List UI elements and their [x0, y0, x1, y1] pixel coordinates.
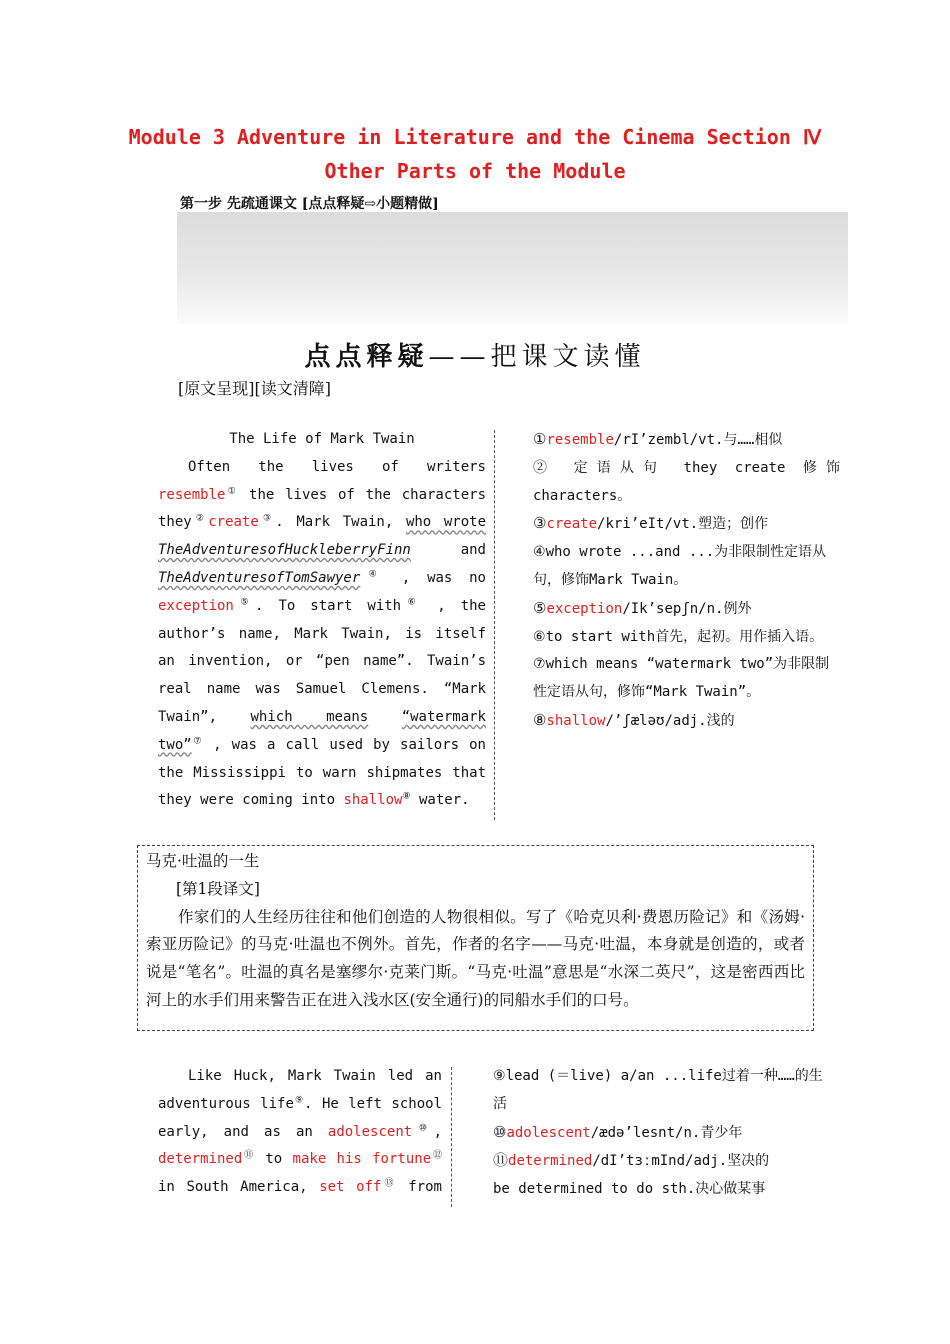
note-keyword: exception [546, 600, 623, 617]
note-mark: ① [225, 485, 239, 496]
passage-line [158, 1174, 442, 1202]
note-text: 定语从句 they create 修饰 characters。 [533, 459, 841, 504]
translation-text: 作家们的人生经历往往和他们创造的人物很相似。写了《哈克贝利·费恩历险记》和《汤姆·索亚历险记》的马克·吐温也不例外。首先，作者的名字——马克·吐温，本身就是创造的，或者说是“笔名”。吐温的真名是塞缪尔·克莱门斯。“马克·吐温”意思是“水深二英尺”，这是密西西比河上的水手们用来警告正在进入浅水区(安全通行)的同船水手们的口号。 [146, 907, 805, 1009]
passage-text: to [265, 1151, 283, 1168]
document-title [0, 120, 950, 188]
notes-2 [460, 1063, 830, 1204]
note-keyword: create [546, 516, 598, 533]
note-keyword: shallow [546, 712, 606, 729]
translation-tag: [第1段译文] [176, 879, 260, 898]
passage-1 [158, 426, 486, 815]
title-line-2: Other Parts of the Module [324, 159, 626, 183]
passage-line: Like Huck, Mark Twain led an [188, 1068, 442, 1084]
passage-text: , was a call used by sailors on [213, 736, 486, 753]
section-title [0, 336, 950, 373]
passage-line: the Mississippi to warn shipmates that [158, 764, 486, 781]
note-text: /kri’eIt/vt.塑造；创作 [597, 516, 769, 533]
passage-line [158, 565, 486, 593]
passage-text: , [433, 1123, 442, 1140]
note-keyword: adolescent [506, 1124, 591, 1141]
note-mark: ⑩ [412, 1122, 434, 1133]
note-mark: ③ [258, 513, 276, 524]
keyword-shallow: shallow [343, 792, 403, 809]
keyword-adolescent: adolescent [327, 1123, 413, 1140]
section-title-bold: 点点释疑 [304, 342, 429, 372]
passage-text: “watermark [401, 708, 486, 725]
title-line-1: Module 3 Adventure in Literature and the Cinema Section Ⅳ [128, 125, 822, 149]
passage-text: water. [418, 792, 470, 809]
passage-line: real name was Samuel Clemens. “Mark [158, 681, 486, 698]
note-mark: ② [191, 513, 209, 524]
note-mark: ⑨ [293, 1095, 305, 1106]
note-text: be determined to do sth.决心做某事 [493, 1181, 766, 1198]
passage-text: the lives of the characters [249, 486, 487, 503]
passage-text: in South America, [158, 1179, 308, 1196]
passage-text: they were coming into [158, 792, 336, 809]
note-text: who wrote ...and ...为非限制性定语从句，修饰Mark Twain。 [533, 544, 827, 588]
note-item [503, 539, 840, 595]
passage-line [158, 509, 486, 537]
clause-who-wrote: who wrote [405, 514, 487, 531]
passage-text: Twain”, [158, 708, 218, 725]
note-number: ⑨ [493, 1068, 506, 1084]
note-number: ④ [533, 544, 546, 561]
passage-line [158, 732, 486, 760]
passage-text: , was no [401, 569, 486, 586]
passage-line [158, 787, 486, 815]
note-number: ① [533, 430, 547, 448]
note-number: ⑪ [493, 1151, 509, 1170]
passage-text: from [408, 1179, 442, 1196]
passage-line [158, 482, 486, 510]
passage-text: . He left school [304, 1095, 443, 1112]
translation-title: 马克·吐温的一生 [146, 852, 260, 870]
passage-text: . To start with [255, 597, 402, 614]
note-mark: ⑬ [381, 1178, 397, 1189]
step-line: 第一步 先疏通课文 [点点释疑⇨小题精做] [180, 196, 439, 212]
note-text: /rI’zembl/vt.与……相似 [613, 432, 783, 448]
note-text: to start with首先，起初。用作插入语。 [545, 628, 824, 645]
passage-text: . Mark Twain, [275, 514, 394, 531]
passage-text: two” [158, 736, 192, 753]
note-number: ⑤ [533, 598, 547, 617]
note-text: /dI’tɜːmInd/adj.坚决的 [592, 1153, 770, 1170]
note-mark: ⑤ [233, 597, 256, 608]
note-mark: ⑦ [191, 736, 204, 747]
passage-line: an invention, or “pen name”. Twain’s [158, 653, 486, 670]
note-text: /’ʃæləʊ/adj.浅的 [605, 712, 735, 729]
column-divider [494, 430, 495, 820]
note-keyword: determined [508, 1153, 593, 1170]
note-text: /Ik’sepʃn/n.例外 [622, 600, 752, 617]
note-mark: ⑥ [401, 597, 423, 608]
note-item [503, 624, 840, 652]
clause-which-means: which means [250, 708, 369, 725]
note-item [503, 426, 840, 455]
column-divider [451, 1067, 452, 1207]
passage-text: early, and as an [158, 1123, 313, 1140]
translation-box [137, 845, 814, 1031]
passage-text: , the [437, 597, 486, 614]
keyword-create: create [208, 514, 259, 531]
banner-image [177, 212, 848, 324]
note-number: ⑩ [493, 1122, 507, 1141]
note-item [460, 1176, 830, 1204]
note-item [503, 455, 840, 511]
note-item [503, 595, 840, 624]
note-item [460, 1063, 830, 1119]
keyword-set-off: set off [319, 1179, 382, 1196]
passage-line [158, 1091, 442, 1119]
note-mark: ④ [360, 569, 386, 580]
passage-text: they [158, 514, 192, 531]
passage-heading: The Life of Mark Twain [229, 431, 415, 447]
passage-line [158, 1119, 442, 1147]
passage-line: Often the lives of writers [188, 458, 486, 475]
passage-line [158, 704, 486, 732]
section-tags: [原文呈现][读文清障] [178, 379, 331, 398]
note-item [503, 707, 840, 736]
passage-line [158, 537, 486, 565]
note-text: lead (＝live) a/an ...life过着一种……的生活 [493, 1068, 823, 1112]
note-keyword: resemble [546, 432, 614, 448]
keyword-resemble: resemble [158, 486, 226, 503]
note-item [460, 1147, 830, 1176]
note-item [503, 651, 840, 707]
keyword-exception: exception [158, 597, 234, 614]
book-title-tom: TheAdventuresofTomSawyer [158, 569, 361, 586]
note-mark: ⑧ [402, 791, 411, 802]
note-number: ③ [533, 514, 547, 533]
note-item [460, 1119, 830, 1148]
note-text: which means “watermark two”为非限制性定语从句，修饰“Mark Twain”。 [533, 656, 830, 701]
note-mark: ⑪ [242, 1150, 256, 1161]
passage-line [158, 1146, 442, 1174]
notes-1 [503, 426, 840, 736]
passage-text: adventurous life [158, 1095, 294, 1112]
note-number: ② [533, 459, 557, 476]
note-text: /ædə’lesnt/n.青少年 [590, 1124, 743, 1141]
note-number: ⑧ [533, 710, 547, 729]
passage-2 [158, 1063, 442, 1202]
section-title-rest: ——把课文读懂 [428, 342, 646, 372]
keyword-make-fortune: make his fortune [292, 1151, 432, 1168]
note-item [503, 510, 840, 539]
note-number: ⑥ [533, 628, 546, 645]
passage-text: and [460, 542, 486, 559]
passage-line: author’s name, Mark Twain, is itself [158, 625, 486, 642]
passage-line [158, 593, 486, 621]
book-title-huck: TheAdventuresofHuckleberryFinn [158, 542, 411, 559]
keyword-determined: determined [158, 1151, 243, 1168]
note-mark: ⑫ [431, 1150, 443, 1161]
note-number: ⑦ [533, 656, 546, 673]
